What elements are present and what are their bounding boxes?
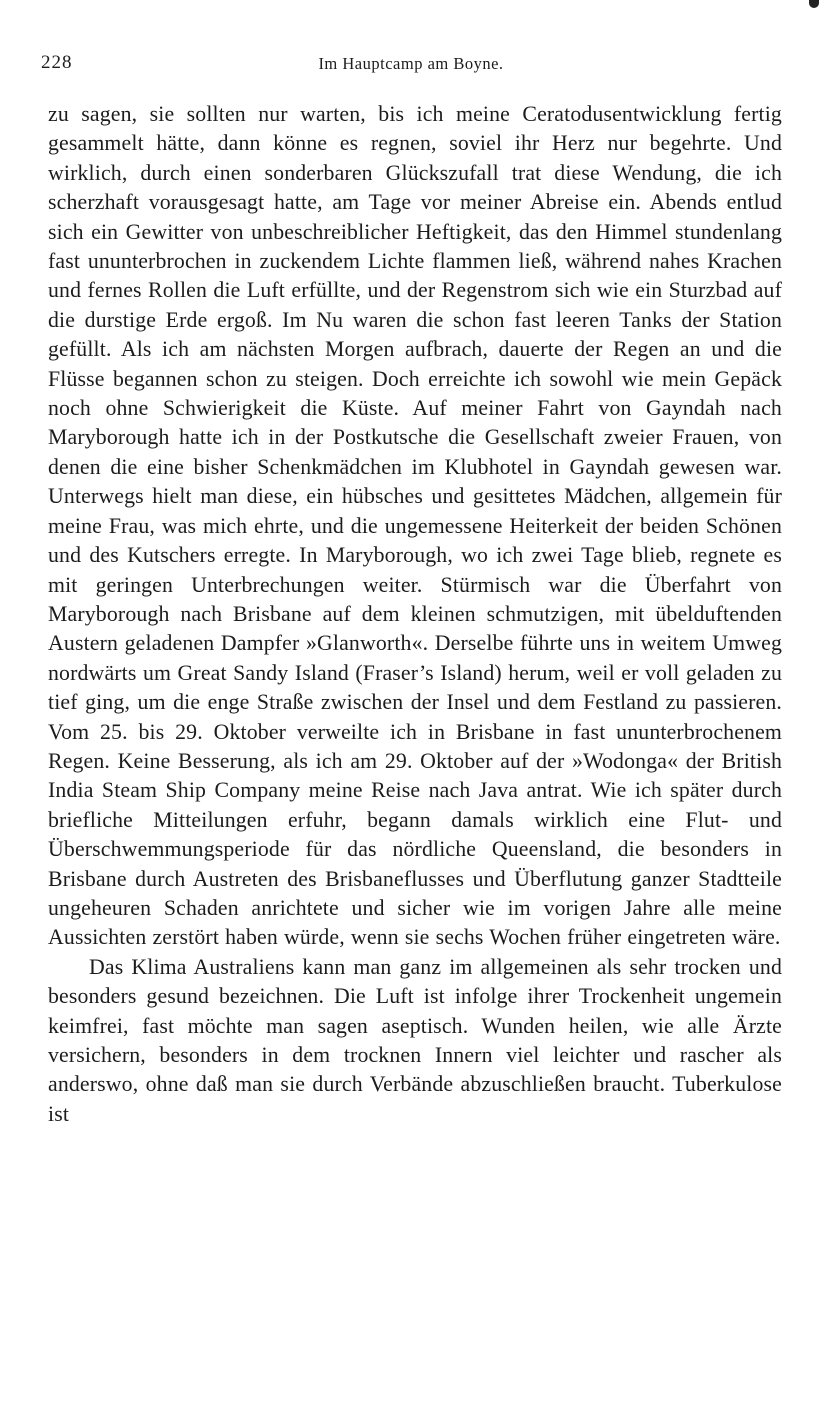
page-number: 228 (41, 52, 73, 73)
body-text (48, 100, 782, 1129)
ink-blot-mark (809, 0, 819, 8)
paragraph-continued: zu sagen, sie sollten nur warten, bis ich meine Ceratodusentwicklung fertig gesammelt hätte, dann könne es regnen, soviel ihr Herz nur begehrte. Und wirklich, durch einen sonderbaren Glückszufall trat diese Wendung, die ich scherzhaft vorausgesagt hatte, am Tage vor meiner Abreise ein. Abends entlud sich ein Gewitter von unbeschreiblicher Heftigkeit, das den Himmel stundenlang fast ununterbrochen in zuckendem Lichte flammen ließ, während nahes Krachen und fernes Rollen die Luft erfüllte, und der Regenstrom sich wie ein Sturzbad auf die durstige Erde ergoß. Im Nu waren die schon fast leeren Tanks der Station gefüllt. Als ich am nächsten Morgen aufbrach, dauerte der Regen an und die Flüsse begannen schon zu steigen. Doch erreichte ich sowohl wie mein Gepäck noch ohne Schwierigkeit die Küste. Auf meiner Fahrt von Gayndah nach Maryborough hatte ich in der Postkutsche die Gesellschaft zweier Frauen, von denen die eine bisher Schenkmädchen im Klubhotel in Gayndah gewesen war. Unterwegs hielt man diese, ein hübsches und gesittetes Mädchen, allgemein für meine Frau, was mich ehrte, und die ungemessene Heiterkeit der beiden Schönen und des Kutschers erregte. In Maryborough, wo ich zwei Tage blieb, regnete es mit geringen Unterbrechungen weiter. Stürmisch war die Überfahrt von Maryborough nach Brisbane auf dem kleinen schmutzigen, mit übelduftenden Austern geladenen Dampfer »Glanworth«. Derselbe führte uns in weitem Umweg nordwärts um Great Sandy Island (Fraser’s Island) herum, weil er voll geladen zu tief ging, um die enge Straße zwischen der Insel und dem Festland zu passieren. Vom 25. bis 29. Oktober verweilte ich in Brisbane in fast ununterbrochenem Regen. Keine Besserung, als ich am 29. Oktober auf der »Wodonga« der British India Steam Ship Company meine Reise nach Java antrat. Wie ich später durch briefliche Mitteilungen erfuhr, begann damals wirklich eine Flut- und Überschwemmungsperiode für das nördliche Queensland, die besonders in Brisbane durch Austreten des Brisbaneflusses und Überflutung ganzer Stadtteile ungeheuren Schaden anrichtete und sicher wie im vorigen Jahre alle meine Aussichten zerstört haben würde, wenn sie sechs Wochen früher eingetreten wäre. (48, 102, 782, 950)
paragraph-climate: Das Klima Australiens kann man ganz im allgemeinen als sehr trocken und besonders gesund bezeichnen. Die Luft ist infolge ihrer Trockenheit ungemein keimfrei, fast möchte man sagen aseptisch. Wunden heilen, wie alle Ärzte versichern, besonders in dem trocknen Innern viel leichter und rascher als anderswo, ohne daß man sie durch Verbände abzuschließen braucht. Tuberkulose ist (48, 954, 782, 1126)
page-header (41, 52, 781, 76)
running-head: Im Hauptcamp am Boyne. (318, 54, 504, 73)
